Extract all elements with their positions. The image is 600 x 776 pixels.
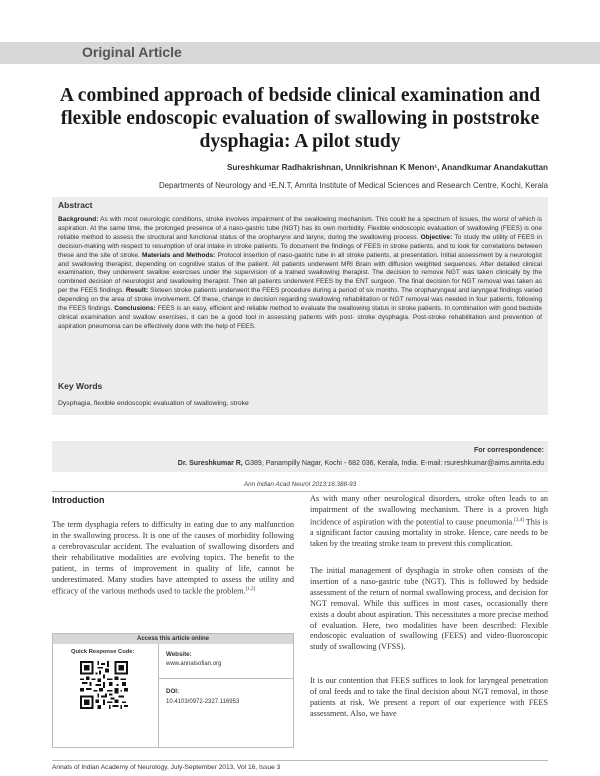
conclusions-text: FEES is an easy, efficient and reliable method to evaluate the swallowing status in stroke patients. In combination with good bedside clinical examination and swallow exercises, it can be a good tool in assessing patients with post- stroke dysphagia. Post-stroke rehabilitation and prevention of aspiration pneumonia can be effectively done with the help of FEES. <box>58 305 542 330</box>
objective-label: Objective: <box>420 233 453 241</box>
intro-right-text-1-tail: This is a significant factor causing mortality in stroke. Hence, care needs to be taken by the treating stroke team to prevent this complication. <box>310 517 548 549</box>
result-text: Sixteen stroke patients underwent the FEES procedure during a period of six months. The oropharyngeal and laryngeal findings varied depending on the area of stroke involvement. Of these, change in decision regarding swallowing rehabilitation or NGT removal was needed in four patients, following the FEES findings. <box>58 287 542 313</box>
access-column-divider <box>158 644 159 748</box>
citation: Ann Indian Acad Neurol 2013;16:388-93 <box>243 481 357 488</box>
intro-right-paragraph-3: It is our contention that FEES suffices to look for laryngeal penetration of oral feeds and to take the final decision about NGT removal, in those patients at risk. We present a report of our experience with FEES assessment. Also, we have <box>310 676 548 718</box>
doi-value[interactable]: 10.4103/0972-2327.116953 <box>166 699 240 705</box>
correspondence-name: Dr. Sureshkumar R, <box>177 460 243 467</box>
intro-right-paragraph-1 <box>310 494 548 550</box>
footer-divider <box>52 760 548 761</box>
doi-label: DOI: <box>166 688 180 695</box>
abstract-heading: Abstract <box>58 200 93 210</box>
introduction-heading: Introduction <box>52 495 105 505</box>
result-label: Result: <box>125 287 149 295</box>
author-list: Sureshkumar Radhakrishnan, Unnikrishnan K Menon¹, Anandkumar Anandakuttan <box>226 163 548 172</box>
background-label: Background: <box>58 216 99 223</box>
correspondence-box <box>52 441 548 472</box>
methods-text: Protocol insertion of naso-gastric tube in all stroke patients, at presentation. Initial assessment by a neurologist and swallowing therapist, depending on cognitive status of the patient. All patients underwent MRI Brain with diffusion weighted sequences. After detailed clinical examination, they underwent swallow exercises under the supervision of a trained swallowing therapist. The decision to remove NGT was taken clinically by the combined decision of neurologist and swallowing therapist. Then all patients underwent FEES by the ENT surgeon. The final decision for NGT removal was taken as per the FEES findings. <box>58 251 542 295</box>
conclusions-label: Conclusions: <box>114 305 156 313</box>
access-online-box <box>52 633 294 748</box>
access-heading: Access this article online <box>53 634 293 644</box>
intro-left-ref: [1,2] <box>245 587 256 593</box>
methods-label: Materials and Methods: <box>141 251 216 259</box>
website-label: Website: <box>166 651 192 658</box>
intro-left-paragraph <box>52 520 294 598</box>
qr-code-icon <box>80 661 128 709</box>
article-title: A combined approach of bedside clinical examination and flexible endoscopic evaluation of swallowing in poststroke dysphagia: A pilot study <box>59 85 541 152</box>
section-divider <box>52 491 548 492</box>
access-row-divider <box>158 678 294 679</box>
intro-right-ref-1: [3,4] <box>514 517 524 523</box>
affiliation: Departments of Neurology and ¹E.N.T, Amrita Institute of Medical Sciences and Research Centre, Kochi, Kerala <box>158 181 548 190</box>
background-text: As with most neurologic conditions, stroke involves impairment of the swallowing mechanism. This could be a spectrum of issues, the worst of which is aspiration. At the same time, the prolonged presence of a naso-gastric tube (NGT) has its own morbidity. Flexible endoscopic evaluation of swallowing (FEES) is one reliable method to assess the structural and functional status of the oropharynx and larynx, during the swallowing process. <box>58 216 542 241</box>
keywords-heading: Key Words <box>58 381 103 391</box>
correspondence-text <box>178 460 544 467</box>
correspondence-heading: For correspondence: <box>473 447 544 454</box>
article-type-label: Original Article <box>82 44 182 60</box>
abstract-text <box>58 216 542 332</box>
intro-right-text-1: As with many other neurological disorders, stroke often leads to an impairment of the swallowing mechanism. There is a proven high incidence of aspiration with the potential to cause pneumonia. <box>310 494 548 527</box>
website-link[interactable]: www.annalsofian.org <box>166 661 222 667</box>
qr-label: Quick Response Code: <box>71 649 135 655</box>
journal-footer: Annals of Indian Academy of Neurology, July-September 2013, Vol 16, Issue 3 <box>52 764 281 771</box>
intro-right-paragraph-2: The initial management of dysphagia in stroke often consists of the insertion of a naso-gastric tube (NGT). This is followed by bedside assessment of the return of normal swallowing process, and decision for NGT removal. While this suffices in most cases, occasionally there exists a doubt about aspiration. This necessitates a more precise method of evaluation. Here, two modalities have been described: Flexible endoscopic evaluation of swallowing (FEES) and video-fluoroscopic study of swallowing (VFSS). <box>310 566 548 652</box>
intro-left-text: The term dysphagia refers to difficulty in eating due to any malfunction in the swallowing process. It is one of the causes of morbidity following a cerebrovascular accident. The evaluation of swallowing disorders and their rehabilitative modalities are evolving topics. The benefit to the patient, in terms of improvement in quality of life, cannot be underestimated. Many studies have attempted to assess the utility and efficacy of the various methods used to tackle the problem. <box>52 520 294 597</box>
keywords-text: Dysphagia, flexible endoscopic evaluation of swallowing, stroke <box>58 400 249 407</box>
objective-text: To study the utility of FEES in decision-making with respect to resumption of oral intake in stroke patients. To document the findings of FEES in stroke patients, and to look for correlations between these and the site of stroke. <box>58 233 542 259</box>
correspondence-address: G389, Panampilly Nagar, Kochi - 682 036, Kerala, India. E-mail: rsureshkumar@aims.amrita.edu <box>242 460 544 467</box>
